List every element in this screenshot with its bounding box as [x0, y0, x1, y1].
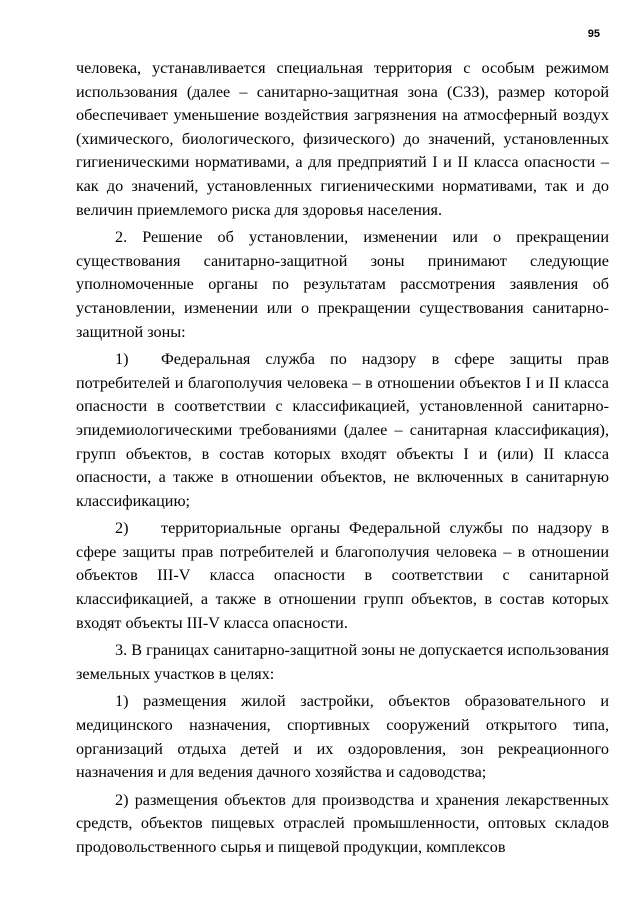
paragraph-3-item-1: 1) размещения жилой застройки, объектов образовательного и медицинского назначения, спортивных сооружений открытого типа, организаций отдыха детей и их оздоровления, зон рекреационного назначения и для ведения дачного хозяйства и садоводства; — [76, 692, 609, 782]
paragraph-3-item-2: 2) размещения объектов для производства и хранения лекарственных средств, объектов пищевых отраслей промышленности, оптовых складов продовольственного сырья и пищевой продукции, комплексов — [76, 790, 609, 856]
page-number: 95 — [587, 28, 600, 40]
list-item-2 — [76, 517, 609, 635]
paragraph-2: 2. Решение об установлении, изменении или о прекращении существования санитарно-защитной зоны принимают следующие уполномоченные органы по результатам рассмотрения заявления об установлении, изменении или о прекращении существования санитарно-защитной зоны: — [76, 228, 609, 341]
list-item-1-number: 1) — [115, 350, 129, 369]
paragraph-3: 3. В границах санитарно-защитной зоны не допускается использования земельных участков в целях: — [76, 641, 609, 683]
paragraph-intro: человека, устанавливается специальная территория с особым режимом использования (далее – санитарно-защитная зона (СЗЗ), размер которой обеспечивает уменьшение воздействия загрязнения на атмосферный воздух (химического, биологического, физического) до значений, установленных гигиеническими нормативами, а для предприятий I и II класса опасности – как до значений, установленных гигиеническими нормативами, так и до величин приемлемого риска для здоровья населения. — [76, 59, 609, 219]
list-item-1-text: Федеральная служба по надзору в сфере защиты прав потребителей и благополучия человека – в отношении объектов I и II класса опасности в соответствии с классификацией, установленной санитарно-эпидемиологическими требованиями (далее – санитарная классификация), групп объектов, в состав которых входят объекты I и (или) II класса опасности, а также в отношении объектов, не включенных в санитарную классификацию; — [76, 350, 609, 510]
document-body — [76, 57, 609, 860]
list-item-2-number: 2) — [115, 519, 129, 538]
list-item-1 — [76, 348, 609, 513]
list-item-2-text: территориальные органы Федеральной службы по надзору в сфере защиты прав потребителей и благополучия человека – в отношении объектов III-V класса опасности в соответствии с санитарной классификацией, а также в отношении групп объектов, в состав которых входят объекты III-V класса опасности. — [76, 519, 609, 632]
